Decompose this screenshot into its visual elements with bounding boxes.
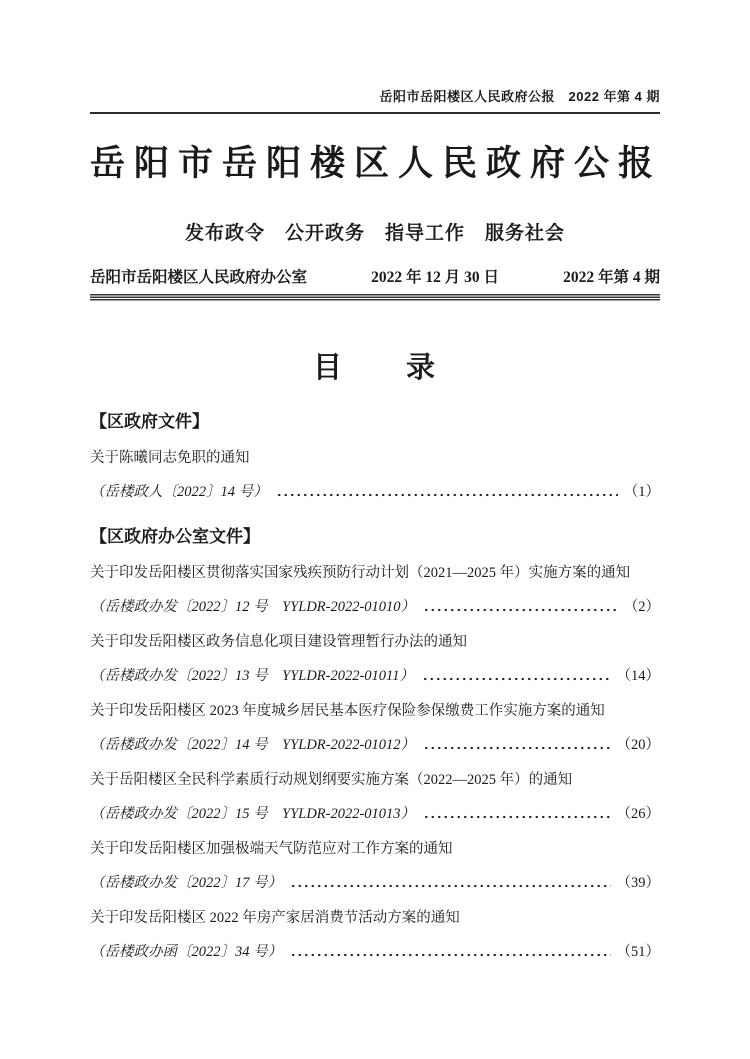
dot-leader	[423, 736, 610, 754]
dot-leader	[423, 805, 610, 823]
toc-section-entries	[90, 564, 660, 961]
toc-entry-page: （51）	[616, 944, 660, 960]
toc-entry-number: （岳楼政办发〔2022〕15 号 YYLDR-2022-01013）	[90, 806, 416, 822]
toc-section-heading: 【区政府办公室文件】	[90, 527, 260, 546]
toc-entry-page: （20）	[616, 737, 660, 753]
publisher-office: 岳阳市岳阳楼区人民政府办公室	[90, 269, 308, 286]
toc-entry	[90, 564, 660, 616]
toc	[90, 407, 660, 961]
toc-entry-title: 关于印发岳阳楼区加强极端天气防范应对工作方案的通知	[90, 841, 453, 857]
toc-section	[90, 407, 660, 501]
toc-entry-number: （岳楼政办发〔2022〕12 号 YYLDR-2022-01010）	[90, 599, 416, 615]
toc-entry-number-row	[90, 874, 660, 892]
toc-entry-title: 关于印发岳阳楼区政务信息化项目建设管理暂行办法的通知	[90, 634, 467, 650]
toc-entry-number: （岳楼政办函〔2022〕34 号）	[90, 944, 283, 960]
dot-leader	[276, 483, 618, 501]
publisher-row	[90, 265, 660, 287]
toc-entry-number-row	[90, 483, 660, 501]
toc-entry	[90, 909, 660, 961]
toc-entry-page: （2）	[623, 599, 660, 615]
toc-entry-page: （14）	[616, 668, 660, 684]
toc-entry-title: 关于印发岳阳楼区 2023 年度城乡居民基本医疗保险参保缴费工作实施方案的通知	[90, 703, 605, 719]
toc-entry-title: 关于印发岳阳楼区 2022 年房产家居消费节活动方案的通知	[90, 910, 460, 926]
toc-entry-number: （岳楼政办发〔2022〕17 号）	[90, 875, 283, 891]
slogan-line: 发布政令 公开政务 指导工作 服务社会	[184, 223, 565, 244]
dot-leader	[290, 874, 610, 892]
toc-entry-page: （39）	[616, 875, 660, 891]
toc-section-heading: 【区政府文件】	[90, 412, 209, 431]
toc-entry-title: 关于陈曦同志免职的通知	[90, 450, 250, 466]
running-header: 岳阳市岳阳楼区人民政府公报 2022 年第 4 期	[90, 86, 660, 114]
toc-entry-number: （岳楼政办发〔2022〕13 号 YYLDR-2022-01011）	[90, 668, 414, 684]
toc-entry-title: 关于岳阳楼区全民科学素质行动规划纲要实施方案（2022—2025 年）的通知	[90, 772, 573, 788]
toc-entry-page: （1）	[623, 484, 660, 500]
toc-entry-number-row	[90, 598, 660, 616]
toc-entry	[90, 771, 660, 823]
toc-entry	[90, 840, 660, 892]
toc-entry-number-row	[90, 667, 660, 685]
toc-title: 目 录	[312, 352, 437, 384]
toc-section-entries	[90, 449, 660, 501]
toc-section	[90, 522, 660, 961]
thick-rule-divider	[90, 294, 660, 301]
toc-entry-number-row	[90, 805, 660, 823]
toc-entry-number: （岳楼政办发〔2022〕14 号 YYLDR-2022-01012）	[90, 737, 416, 753]
publish-date: 2022 年 12 月 30 日	[371, 269, 499, 286]
issue-label: 2022 年第 4 期	[563, 269, 660, 286]
toc-entry	[90, 702, 660, 754]
dot-leader	[422, 667, 611, 685]
dot-leader	[290, 943, 610, 961]
toc-entry-title: 关于印发岳阳楼区贯彻落实国家残疾预防行动计划（2021—2025 年）实施方案的通知	[90, 565, 631, 581]
toc-entry-number: （岳楼政人〔2022〕14 号）	[90, 484, 268, 500]
dot-leader	[423, 598, 618, 616]
toc-entry-number-row	[90, 736, 660, 754]
toc-entry-page: （26）	[616, 806, 660, 822]
toc-entry-number-row	[90, 943, 660, 961]
toc-entry	[90, 449, 660, 501]
masthead-title: 岳阳市岳阳楼区人民政府公报	[90, 144, 663, 183]
toc-entry	[90, 633, 660, 685]
